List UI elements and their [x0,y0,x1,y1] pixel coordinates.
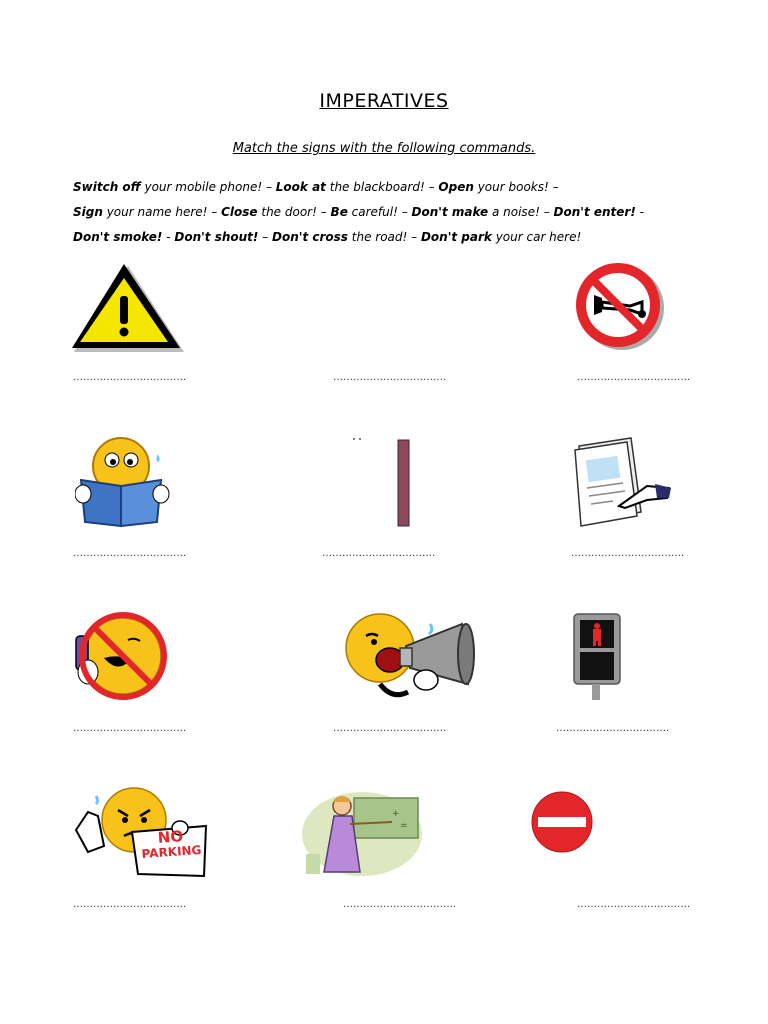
command-text: - [162,230,175,244]
svg-text:+: + [392,809,400,819]
answer-line[interactable]: ……………………………. [73,899,187,910]
shouting-megaphone-icon [344,610,480,704]
door-icon [350,436,412,528]
svg-text:=: = [400,821,408,831]
warning-sign-icon [70,262,190,354]
command-verb: Open [438,180,474,194]
command-verb: Look at [275,180,326,194]
command-text: your name here! – [102,205,222,219]
command-text: the blackboard! – [325,180,439,194]
answer-line[interactable]: ……………………………. [322,548,436,559]
answer-line[interactable]: ……………………………. [333,723,447,734]
commands-line-2 [73,205,644,219]
reading-smiley-icon [75,436,170,528]
command-text: – [258,230,273,244]
command-verb: Don't enter! [553,205,636,219]
no-parking-label [138,828,204,862]
answer-line[interactable]: ……………………………. [577,899,691,910]
command-verb: Close [221,205,258,219]
pedestrian-traffic-light-icon [572,612,624,702]
page-title: IMPERATIVES [319,90,449,112]
command-text: the door! – [257,205,331,219]
no-parking-label-line2: PARKING [141,842,202,862]
command-text: your car here! [491,230,582,244]
answer-line[interactable]: ……………………………. [556,723,670,734]
signing-document-icon [573,436,673,528]
command-text: your books! – [473,180,559,194]
command-verb: Don't park [420,230,492,244]
command-text: careful! – [347,205,412,219]
no-horn-sign-icon [572,262,670,352]
command-verb: Be [330,205,348,219]
instructions: Match the signs with the following commands. [232,141,536,156]
no-phone-sign-icon [70,612,170,704]
command-verb: Switch off [73,180,141,194]
command-text: - [635,205,644,219]
answer-line[interactable]: ……………………………. [343,899,457,910]
answer-line[interactable]: ……………………………. [333,372,447,383]
command-verb: Don't smoke! [73,230,163,244]
command-verb: Sign [73,205,103,219]
answer-line[interactable]: ……………………………. [571,548,685,559]
no-entry-sign-icon [530,790,594,854]
answer-line[interactable]: ……………………………. [73,723,187,734]
command-verb: Don't shout! [174,230,259,244]
command-verb: Don't cross [272,230,348,244]
command-text: a noise! – [488,205,554,219]
command-verb: Don't make [411,205,489,219]
command-text: your mobile phone! – [140,180,276,194]
answer-line[interactable]: ……………………………. [73,548,187,559]
answer-line[interactable]: ……………………………. [577,372,691,383]
answer-line[interactable]: ……………………………. [73,372,187,383]
teacher-blackboard-icon [300,788,424,878]
no-parking-label-line1: NO [157,827,184,847]
command-text: the road! – [347,230,421,244]
commands-line-3 [73,230,581,244]
commands-line-1 [73,180,559,194]
